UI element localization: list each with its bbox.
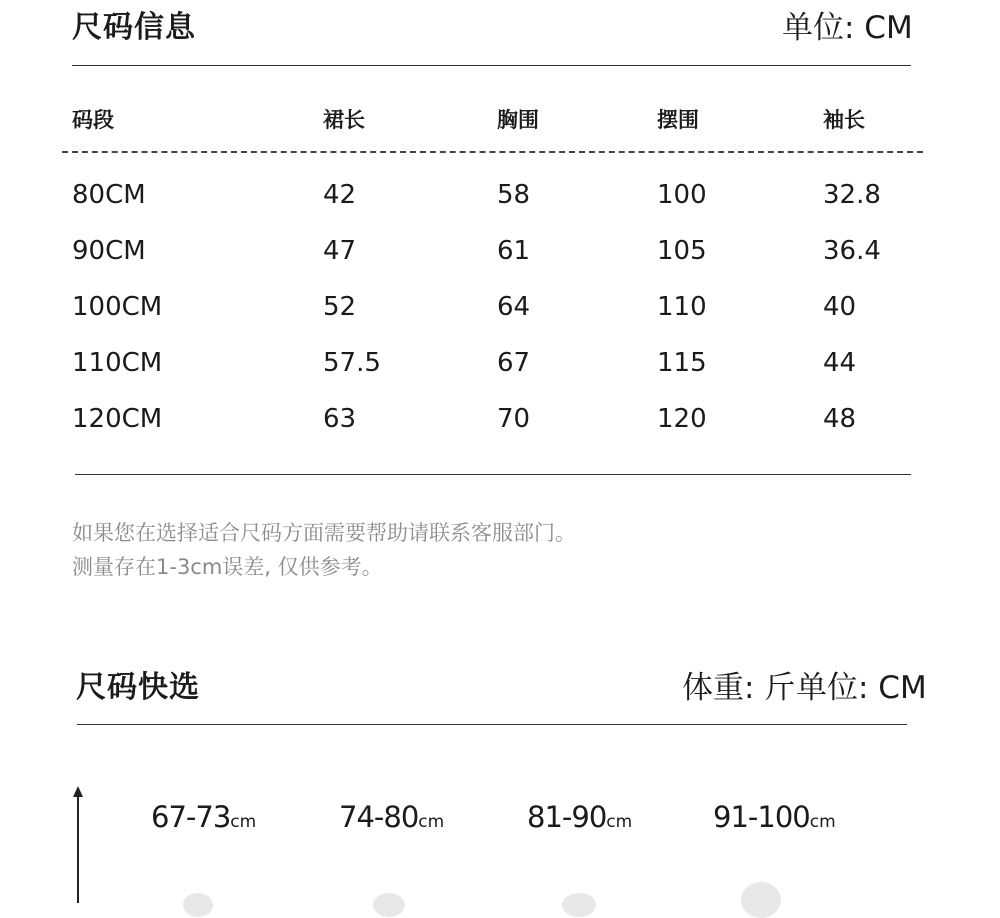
size-info-top-rule [72,65,911,66]
table-cell: 115 [657,348,707,378]
child-figure-illustration [562,893,596,917]
table-cell: 48 [823,404,857,434]
table-cell: 42 [323,180,357,210]
table-cell: 80CM [72,180,146,210]
table-cell: 44 [823,348,857,378]
table-cell: 100 [657,180,707,210]
height-range-unit: cm [230,812,257,832]
table-cell: 105 [657,236,707,266]
header-bust: 胸围 [497,108,539,132]
table-cell: 63 [323,404,357,434]
height-range-unit: cm [809,812,836,832]
child-figure-illustration [183,893,213,917]
table-cell: 40 [823,292,857,322]
size-info-title: 尺码信息 [72,10,196,45]
quick-select-weight-unit: 体重: 斤 [682,670,796,706]
quick-select-title: 尺码快选 [76,670,200,705]
child-figure-illustration [373,893,405,917]
quick-select-rule [77,724,907,725]
size-table-bottom-rule [75,474,911,475]
table-cell: 52 [323,292,357,322]
header-dashed-divider [62,151,923,153]
height-range-option[interactable] [339,800,444,834]
table-cell: 47 [323,236,357,266]
height-range-unit: cm [418,812,445,832]
height-range-option[interactable] [713,800,836,834]
size-info-unit: 单位: CM [782,10,913,46]
height-range-unit: cm [606,812,633,832]
height-range-option[interactable] [527,800,632,834]
table-cell: 61 [497,236,531,266]
height-axis-line [77,795,79,903]
header-size-range: 码段 [72,108,114,132]
size-note-tolerance: 测量存在1-3cm误差, 仅供参考。 [72,555,383,579]
table-cell: 32.8 [823,180,881,210]
height-range-option[interactable] [151,800,256,834]
height-range-value: 74-80 [339,800,419,834]
quick-select-unit: 单位: CM [796,670,927,706]
size-note-help: 如果您在选择适合尺码方面需要帮助请联系客服部门。 [72,521,576,545]
table-cell: 57.5 [323,348,381,378]
table-cell: 64 [497,292,531,322]
table-cell: 110CM [72,348,163,378]
table-cell: 110 [657,292,707,322]
height-range-value: 91-100 [713,800,810,834]
header-skirt-length: 裙长 [323,108,365,132]
header-hem: 摆围 [657,108,699,132]
table-cell: 100CM [72,292,163,322]
child-figure-illustration [741,882,781,918]
header-sleeve-length: 袖长 [823,108,865,132]
table-cell: 36.4 [823,236,881,266]
table-cell: 120 [657,404,707,434]
table-cell: 58 [497,180,531,210]
table-cell: 120CM [72,404,163,434]
table-cell: 90CM [72,236,146,266]
table-cell: 70 [497,404,531,434]
table-cell: 67 [497,348,531,378]
height-range-value: 81-90 [527,800,607,834]
height-range-value: 67-73 [151,800,231,834]
